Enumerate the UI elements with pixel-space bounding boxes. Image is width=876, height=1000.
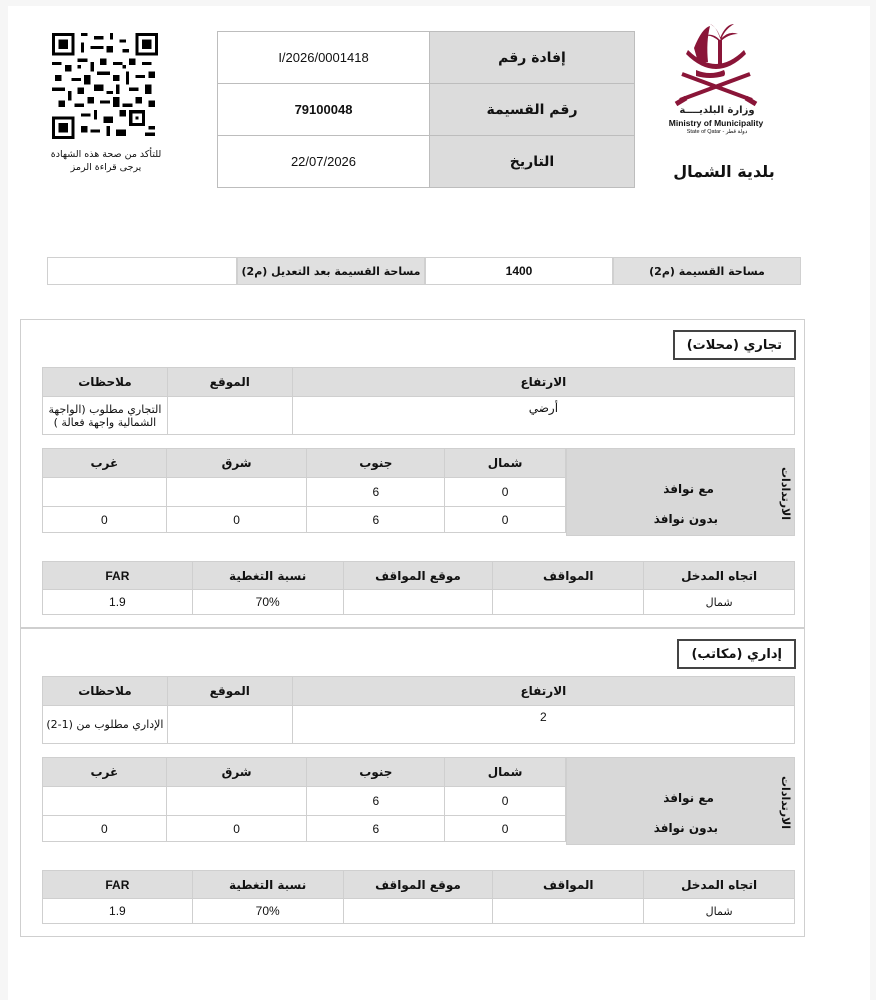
location-header: الموقع (167, 677, 292, 706)
parking-value (493, 899, 644, 924)
parameters-table (42, 561, 795, 615)
setbacks-label: الارتدادات (779, 467, 792, 521)
plot-number-value: 79100048 (218, 84, 430, 136)
without-windows-west: 0 (43, 816, 167, 842)
coverage-header: نسبة التغطية (192, 871, 343, 899)
entrance-value: شمال (644, 899, 795, 924)
setbacks-label: الارتدادات (779, 776, 792, 830)
far-value: 1.9 (43, 899, 193, 924)
notes-header: ملاحظات (43, 368, 168, 397)
with-windows-north: 0 (445, 478, 566, 507)
location-value (167, 397, 292, 435)
location-header: الموقع (167, 368, 292, 397)
without-windows-north: 0 (445, 507, 566, 533)
height-header: الارتفاع (292, 677, 794, 706)
height-value: أرضي (292, 397, 794, 435)
state-emblem-icon (666, 18, 766, 108)
parking-header: المواقف (493, 871, 644, 899)
east-header: شرق (166, 758, 307, 787)
without-windows-north: 0 (445, 816, 566, 842)
coverage-value: 70% (192, 590, 343, 615)
parking-location-value (343, 590, 493, 615)
without-windows-south: 6 (307, 816, 445, 842)
height-table (42, 367, 795, 435)
height-table (42, 676, 795, 744)
plot-area-value: 1400 (425, 257, 613, 285)
plot-number-label: رقم القسيمة (430, 84, 635, 136)
coverage-header: نسبة التغطية (192, 562, 343, 590)
modified-area-value (47, 257, 237, 285)
with-windows-label: مع نوافذ (663, 482, 714, 496)
reference-number-value: I/2026/0001418 (218, 32, 430, 84)
reference-table (217, 31, 635, 188)
notes-header: ملاحظات (43, 677, 168, 706)
coverage-value: 70% (192, 899, 343, 924)
ministry-name-english: Ministry of Municipality (668, 118, 764, 128)
municipality-name: بلدية الشمال (673, 162, 775, 181)
setbacks-side-panel (566, 757, 795, 845)
far-header: FAR (43, 562, 193, 590)
parking-location-header: موقع المواقف (343, 871, 493, 899)
date-value: 22/07/2026 (218, 136, 430, 188)
with-windows-label: مع نوافذ (663, 791, 714, 805)
without-windows-east: 0 (166, 816, 307, 842)
notes-value: التجاري مطلوب (الواجهة الشمالية واجهة فعالة ) (43, 397, 168, 435)
with-windows-east (166, 478, 307, 507)
administrative-section (20, 628, 805, 937)
without-windows-label: بدون نوافذ (653, 821, 718, 835)
plot-area-row (47, 257, 801, 285)
without-windows-west: 0 (43, 507, 167, 533)
parking-location-header: موقع المواقف (343, 562, 493, 590)
south-header: جنوب (307, 758, 445, 787)
west-header: غرب (43, 449, 167, 478)
parking-header: المواقف (493, 562, 644, 590)
with-windows-east (166, 787, 307, 816)
section-title: تجاري (محلات) (673, 330, 796, 360)
east-header: شرق (166, 449, 307, 478)
west-header: غرب (43, 758, 167, 787)
entrance-value: شمال (644, 590, 795, 615)
date-label: التاريخ (430, 136, 635, 188)
entrance-header: اتجاه المدخل (644, 871, 795, 899)
without-windows-east: 0 (166, 507, 307, 533)
without-windows-label: بدون نوافذ (653, 512, 718, 526)
section-title: إداري (مكاتب) (677, 639, 796, 669)
ministry-name-arabic: وزارة البلديــــة (679, 105, 755, 116)
modified-area-label: مساحة القسيمة بعد التعديل (م2) (237, 257, 425, 285)
far-header: FAR (43, 871, 193, 899)
parking-value (493, 590, 644, 615)
with-windows-south: 6 (307, 787, 445, 816)
notes-value: الإداري مطلوب من (1-2) (43, 706, 168, 744)
plot-area-label: مساحة القسيمة (م2) (613, 257, 801, 285)
commercial-section (20, 319, 805, 628)
height-header: الارتفاع (292, 368, 794, 397)
parameters-table (42, 870, 795, 924)
setbacks-table (42, 757, 566, 842)
setbacks-side-panel (566, 448, 795, 536)
qr-code[interactable] (52, 33, 158, 139)
reference-number-label: إفادة رقم (430, 32, 635, 84)
parking-location-value (343, 899, 493, 924)
without-windows-south: 6 (307, 507, 445, 533)
entrance-header: اتجاه المدخل (644, 562, 795, 590)
height-value: 2 (292, 706, 794, 744)
north-header: شمال (445, 449, 566, 478)
state-of-qatar-label: State of Qatar - دولة قطر (686, 129, 748, 135)
far-value: 1.9 (43, 590, 193, 615)
qr-verification-note: للتأكد من صحة هذه الشهادة يرجى قراءة الرمز (50, 149, 162, 173)
location-value (167, 706, 292, 744)
north-header: شمال (445, 758, 566, 787)
setbacks-table (42, 448, 566, 533)
with-windows-south: 6 (307, 478, 445, 507)
with-windows-west (43, 787, 167, 816)
with-windows-north: 0 (445, 787, 566, 816)
with-windows-west (43, 478, 167, 507)
south-header: جنوب (307, 449, 445, 478)
